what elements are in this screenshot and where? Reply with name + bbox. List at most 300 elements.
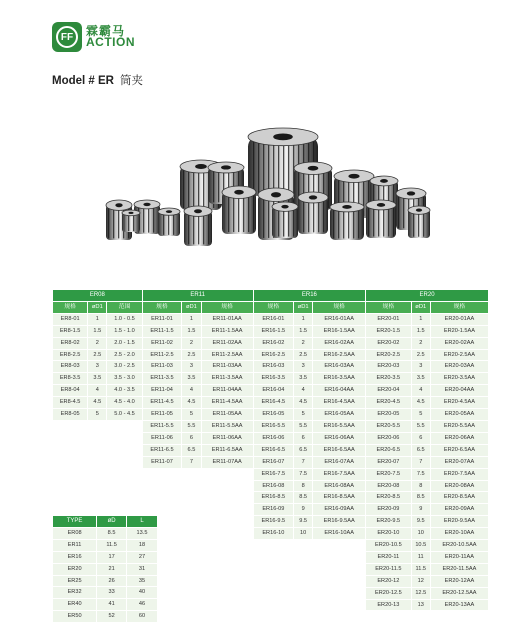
table-cell (254, 600, 293, 611)
table-cell: 5 (88, 409, 106, 420)
table-cell: 9 (412, 504, 430, 515)
table-cell (143, 481, 182, 492)
table-cell (294, 564, 312, 575)
table-row (53, 326, 488, 337)
table-cell: 1.5 (182, 326, 200, 337)
table-cell (313, 576, 365, 587)
table-cell: ER20-3.5AA (431, 373, 488, 384)
table-cell (53, 492, 87, 503)
table-row (53, 338, 488, 349)
table-cell: 7 (182, 457, 200, 468)
type-row (53, 611, 157, 622)
table-cell (107, 445, 141, 456)
table-row (53, 361, 488, 372)
table-cell: 4 (294, 385, 312, 396)
table-cell: 6 (294, 433, 312, 444)
table-cell: ER8-3.5 (53, 373, 87, 384)
type-cell: 13.5 (127, 528, 157, 539)
type-row (53, 564, 157, 575)
table-cell: 6 (182, 433, 200, 444)
collet-icon (330, 202, 364, 240)
table-cell: 5 (182, 409, 200, 420)
table-cell: ER11-07 (143, 457, 182, 468)
table-cell: ER16-10AA (313, 528, 365, 539)
table-cell: 9 (294, 504, 312, 515)
type-cell: 46 (127, 599, 157, 610)
table-cell (107, 421, 141, 432)
type-header-row (53, 516, 157, 527)
table-cell (313, 564, 365, 575)
table-cell: 3.5 - 3.0 (107, 373, 141, 384)
collet-icon (184, 206, 212, 246)
table-cell (53, 457, 87, 468)
table-cell: 4.0 - 3.5 (107, 385, 141, 396)
table-cell: ER20-08 (366, 481, 411, 492)
model-label: Model # ER (52, 75, 114, 87)
table-cell: ER16-02 (254, 338, 293, 349)
type-column-header: TYPE (53, 516, 96, 527)
table-cell (182, 516, 200, 527)
group-header: ER08 (53, 290, 142, 301)
type-cell: ER40 (53, 599, 96, 610)
table-cell (182, 528, 200, 539)
table-cell: 3.0 - 2.5 (107, 361, 141, 372)
table-cell: 1.5 - 1.0 (107, 326, 141, 337)
table-cell (254, 540, 293, 551)
type-cell: 11.5 (97, 540, 126, 551)
table-cell: ER20-2.5AA (431, 350, 488, 361)
table-cell: 8 (412, 481, 430, 492)
table-cell: ER16-7.5AA (313, 469, 365, 480)
table-cell: ER8-03 (53, 361, 87, 372)
table-cell: 13 (412, 600, 430, 611)
table-cell (88, 504, 106, 515)
table-cell: ER11-02 (143, 338, 182, 349)
table-cell (202, 564, 253, 575)
table-cell: 4.5 - 4.0 (107, 397, 141, 408)
table-cell: 8.5 (412, 492, 430, 503)
table-cell (182, 600, 200, 611)
table-cell: ER20-05AA (431, 409, 488, 420)
table-cell: ER11-4.5 (143, 397, 182, 408)
table-cell: 3 (294, 361, 312, 372)
table-cell: 2.5 - 2.0 (107, 350, 141, 361)
table-cell: ER20-9.5 (366, 516, 411, 527)
table-cell (107, 433, 141, 444)
table-cell: ER11-01AA (202, 314, 253, 325)
table-cell: ER16-09 (254, 504, 293, 515)
table-cell: ER20-4.5AA (431, 397, 488, 408)
collet-icon (366, 200, 396, 238)
type-cell: 27 (127, 552, 157, 563)
table-cell: ER16-08AA (313, 481, 365, 492)
table-cell: 4.5 (412, 397, 430, 408)
table-cell: ER16-1.5AA (313, 326, 365, 337)
column-header: 规格 (431, 302, 488, 313)
table-cell: ER20-10 (366, 528, 411, 539)
table-cell (88, 421, 106, 432)
table-cell (202, 600, 253, 611)
table-cell (254, 576, 293, 587)
table-cell (254, 564, 293, 575)
table-cell: 6.5 (412, 445, 430, 456)
table-cell: 7 (412, 457, 430, 468)
table-cell (294, 552, 312, 563)
table-row (53, 481, 488, 492)
table-cell: ER20-5.5 (366, 421, 411, 432)
table-cell: ER16-2.5 (254, 350, 293, 361)
table-cell (107, 469, 141, 480)
table-cell: ER11-5.5 (143, 421, 182, 432)
table-cell (202, 481, 253, 492)
table-cell: ER16-8.5AA (313, 492, 365, 503)
table-cell: 12 (412, 576, 430, 587)
group-header: ER20 (366, 290, 488, 301)
table-cell (313, 600, 365, 611)
type-row (53, 587, 157, 598)
table-cell: ER11-4.5AA (202, 397, 253, 408)
type-cell: 31 (127, 564, 157, 575)
table-cell: 8.5 (294, 492, 312, 503)
table-cell: ER20-07AA (431, 457, 488, 468)
table-cell (182, 588, 200, 599)
table-cell: ER20-02 (366, 338, 411, 349)
type-cell: 8.5 (97, 528, 126, 539)
table-cell: 3.5 (294, 373, 312, 384)
table-cell: ER16-03AA (313, 361, 365, 372)
brand-name-english: ACTION (86, 35, 135, 49)
table-cell: ER20-11.5 (366, 564, 411, 575)
type-cell: ER32 (53, 587, 96, 598)
type-cell: 17 (97, 552, 126, 563)
type-cell: 26 (97, 576, 126, 587)
table-cell: 1 (294, 314, 312, 325)
table-cell: ER8-1.5 (53, 326, 87, 337)
table-cell: ER20-10.5 (366, 540, 411, 551)
table-cell (202, 540, 253, 551)
table-cell: 5.5 (294, 421, 312, 432)
table-cell: ER20-01AA (431, 314, 488, 325)
table-cell: ER11-06 (143, 433, 182, 444)
table-cell: ER16-9.5 (254, 516, 293, 527)
column-header: øD1 (88, 302, 106, 313)
group-header-row (53, 290, 488, 301)
table-cell: ER8-05 (53, 409, 87, 420)
type-cell: 35 (127, 576, 157, 587)
table-cell: ER16-9.5AA (313, 516, 365, 527)
table-cell: ER20-8.5AA (431, 492, 488, 503)
type-dimension-table (52, 515, 158, 623)
table-cell: 1.5 (294, 326, 312, 337)
column-header: øD1 (182, 302, 200, 313)
table-cell: ER16-03 (254, 361, 293, 372)
type-row (53, 528, 157, 539)
table-cell: ER20-01 (366, 314, 411, 325)
type-cell: 18 (127, 540, 157, 551)
table-cell: ER20-05 (366, 409, 411, 420)
table-cell: ER11-05AA (202, 409, 253, 420)
type-cell: 52 (97, 611, 126, 622)
table-cell: ER16-2.5AA (313, 350, 365, 361)
table-cell: 2 (182, 338, 200, 349)
table-cell: ER11-1.5 (143, 326, 182, 337)
table-cell: 3.5 (88, 373, 106, 384)
type-row (53, 552, 157, 563)
table-cell: ER20-06 (366, 433, 411, 444)
table-cell: ER11-2.5AA (202, 350, 253, 361)
table-cell (202, 576, 253, 587)
table-cell: ER16-10 (254, 528, 293, 539)
table-cell: ER20-04AA (431, 385, 488, 396)
table-cell (53, 504, 87, 515)
type-cell: ER50 (53, 611, 96, 622)
table-row (53, 469, 488, 480)
table-cell: 8 (294, 481, 312, 492)
type-cell: 21 (97, 564, 126, 575)
table-cell (313, 540, 365, 551)
table-row (53, 433, 488, 444)
table-cell: ER11-3.5 (143, 373, 182, 384)
column-header: øD1 (412, 302, 430, 313)
table-cell: 10 (412, 528, 430, 539)
table-cell: ER20-13AA (431, 600, 488, 611)
table-cell: ER16-06 (254, 433, 293, 444)
table-cell: 3.5 (182, 373, 200, 384)
table-cell: 2.5 (294, 350, 312, 361)
table-cell: ER11-07AA (202, 457, 253, 468)
table-cell: ER20-09AA (431, 504, 488, 515)
table-cell: ER20-2.5 (366, 350, 411, 361)
table-cell: ER20-07 (366, 457, 411, 468)
model-title-chinese: 筒夹 (119, 75, 143, 87)
type-column-header: øD (97, 516, 126, 527)
table-cell (107, 492, 141, 503)
table-cell: ER16-04 (254, 385, 293, 396)
table-cell: 1.5 (88, 326, 106, 337)
table-row (53, 457, 488, 468)
table-cell: ER16-08 (254, 481, 293, 492)
table-cell: 9.5 (294, 516, 312, 527)
table-cell: ER20-06AA (431, 433, 488, 444)
table-cell: ER8-04 (53, 385, 87, 396)
table-cell: 1.5 (412, 326, 430, 337)
table-cell: 10.5 (412, 540, 430, 551)
table-cell: 7 (294, 457, 312, 468)
type-cell: ER11 (53, 540, 96, 551)
type-row (53, 599, 157, 610)
table-cell: ER20-10.5AA (431, 540, 488, 551)
table-cell (182, 552, 200, 563)
table-cell: 6.5 (294, 445, 312, 456)
table-cell: ER20-1.5AA (431, 326, 488, 337)
table-cell: 7.5 (412, 469, 430, 480)
table-cell: ER20-11AA (431, 552, 488, 563)
table-cell: ER20-09 (366, 504, 411, 515)
table-cell: ER20-6.5AA (431, 445, 488, 456)
table-cell: ER8-02 (53, 338, 87, 349)
collet-icon (272, 202, 298, 238)
table-cell (182, 469, 200, 480)
table-cell: 5.5 (182, 421, 200, 432)
table-cell (53, 481, 87, 492)
table-cell: ER16-01 (254, 314, 293, 325)
table-cell: 11.5 (412, 564, 430, 575)
table-cell: 2.5 (182, 350, 200, 361)
table-cell (143, 492, 182, 503)
column-header: 规格 (366, 302, 411, 313)
table-cell: ER16-8.5 (254, 492, 293, 503)
table-cell: 4 (412, 385, 430, 396)
table-cell: ER16-7.5 (254, 469, 293, 480)
table-cell: 1 (182, 314, 200, 325)
table-cell: 4.5 (182, 397, 200, 408)
table-cell (88, 445, 106, 456)
table-cell: ER20-08AA (431, 481, 488, 492)
table-cell: ER20-7.5AA (431, 469, 488, 480)
table-row (53, 492, 488, 503)
type-cell: 40 (127, 587, 157, 598)
table-cell: ER11-04 (143, 385, 182, 396)
type-cell: 33 (97, 587, 126, 598)
table-cell (143, 469, 182, 480)
table-cell: 4.5 (88, 397, 106, 408)
type-row (53, 576, 157, 587)
table-cell (202, 504, 253, 515)
table-cell: 3 (412, 361, 430, 372)
table-cell: ER20-11 (366, 552, 411, 563)
table-cell: ER11-6.5AA (202, 445, 253, 456)
table-cell: 2.0 - 1.5 (107, 338, 141, 349)
table-row (53, 397, 488, 408)
table-cell: ER16-04AA (313, 385, 365, 396)
table-cell (107, 504, 141, 515)
table-cell: ER16-4.5AA (313, 397, 365, 408)
column-header: 规格 (53, 302, 87, 313)
table-row (53, 385, 488, 396)
table-cell: ER20-12.5AA (431, 588, 488, 599)
table-cell: ER20-11.5AA (431, 564, 488, 575)
table-cell (143, 504, 182, 515)
page-title (52, 72, 143, 88)
table-cell: ER11-5.5AA (202, 421, 253, 432)
table-cell: ER11-05 (143, 409, 182, 420)
table-cell (202, 588, 253, 599)
table-cell (182, 564, 200, 575)
table-cell: 1.0 - 0.5 (107, 314, 141, 325)
table-cell: ER8-2.5 (53, 350, 87, 361)
table-row (53, 504, 488, 515)
table-cell: ER16-01AA (313, 314, 365, 325)
table-cell: ER11-1.5AA (202, 326, 253, 337)
table-cell: ER11-04AA (202, 385, 253, 396)
table-cell: ER16-06AA (313, 433, 365, 444)
table-cell: ER16-1.5 (254, 326, 293, 337)
collet-icon (298, 192, 328, 234)
table-cell: 4.5 (294, 397, 312, 408)
table-cell (294, 540, 312, 551)
table-cell: ER16-5.5 (254, 421, 293, 432)
table-cell: ER20-1.5 (366, 326, 411, 337)
table-cell: 5 (294, 409, 312, 420)
table-row (53, 350, 488, 361)
type-cell: ER16 (53, 552, 96, 563)
group-header: ER11 (143, 290, 253, 301)
table-cell (88, 492, 106, 503)
brand-name-chinese: 霖霸马 (86, 24, 126, 38)
table-cell: ER20-5.5AA (431, 421, 488, 432)
table-cell: ER11-01 (143, 314, 182, 325)
table-cell: ER11-2.5 (143, 350, 182, 361)
table-cell: ER20-04 (366, 385, 411, 396)
table-cell: ER20-8.5 (366, 492, 411, 503)
table-cell (202, 528, 253, 539)
table-cell: ER11-6.5 (143, 445, 182, 456)
table-row (53, 421, 488, 432)
type-cell: ER08 (53, 528, 96, 539)
collet-icon (158, 208, 180, 236)
column-header: 规格 (254, 302, 293, 313)
table-cell: ER16-05AA (313, 409, 365, 420)
table-cell: 2.5 (88, 350, 106, 361)
table-cell (88, 481, 106, 492)
table-cell: ER8-01 (53, 314, 87, 325)
table-cell: ER16-02AA (313, 338, 365, 349)
table-cell: 4 (182, 385, 200, 396)
table-cell: ER16-07AA (313, 457, 365, 468)
table-cell (107, 457, 141, 468)
type-cell: 60 (127, 611, 157, 622)
collet-product-photo (98, 122, 438, 250)
table-cell: ER20-03 (366, 361, 411, 372)
table-cell: ER16-07 (254, 457, 293, 468)
table-cell (53, 433, 87, 444)
table-cell: ER16-09AA (313, 504, 365, 515)
table-cell: ER16-05 (254, 409, 293, 420)
table-cell: 2 (412, 338, 430, 349)
table-cell (202, 469, 253, 480)
table-cell: ER20-12 (366, 576, 411, 587)
table-cell: 9.5 (412, 516, 430, 527)
collet-icon (222, 186, 256, 234)
table-cell: ER11-03AA (202, 361, 253, 372)
table-cell: 4 (88, 385, 106, 396)
table-cell: ER16-3.5 (254, 373, 293, 384)
column-header-row (53, 302, 488, 313)
table-cell (182, 504, 200, 515)
table-cell: ER20-6.5 (366, 445, 411, 456)
table-cell (254, 552, 293, 563)
table-row (53, 409, 488, 420)
table-cell (202, 516, 253, 527)
table-cell (53, 445, 87, 456)
column-header: øD1 (294, 302, 312, 313)
brand-logo (52, 22, 82, 52)
table-cell: 6 (412, 433, 430, 444)
table-cell (202, 492, 253, 503)
table-cell: ER16-4.5 (254, 397, 293, 408)
table-cell: 3 (182, 361, 200, 372)
table-cell: ER20-03AA (431, 361, 488, 372)
table-cell: ER20-13 (366, 600, 411, 611)
table-cell: ER16-5.5AA (313, 421, 365, 432)
table-cell (182, 481, 200, 492)
table-cell (88, 469, 106, 480)
table-row (53, 445, 488, 456)
table-cell (294, 588, 312, 599)
table-cell: ER16-3.5AA (313, 373, 365, 384)
column-header: 规格 (143, 302, 182, 313)
table-cell: 10 (294, 528, 312, 539)
